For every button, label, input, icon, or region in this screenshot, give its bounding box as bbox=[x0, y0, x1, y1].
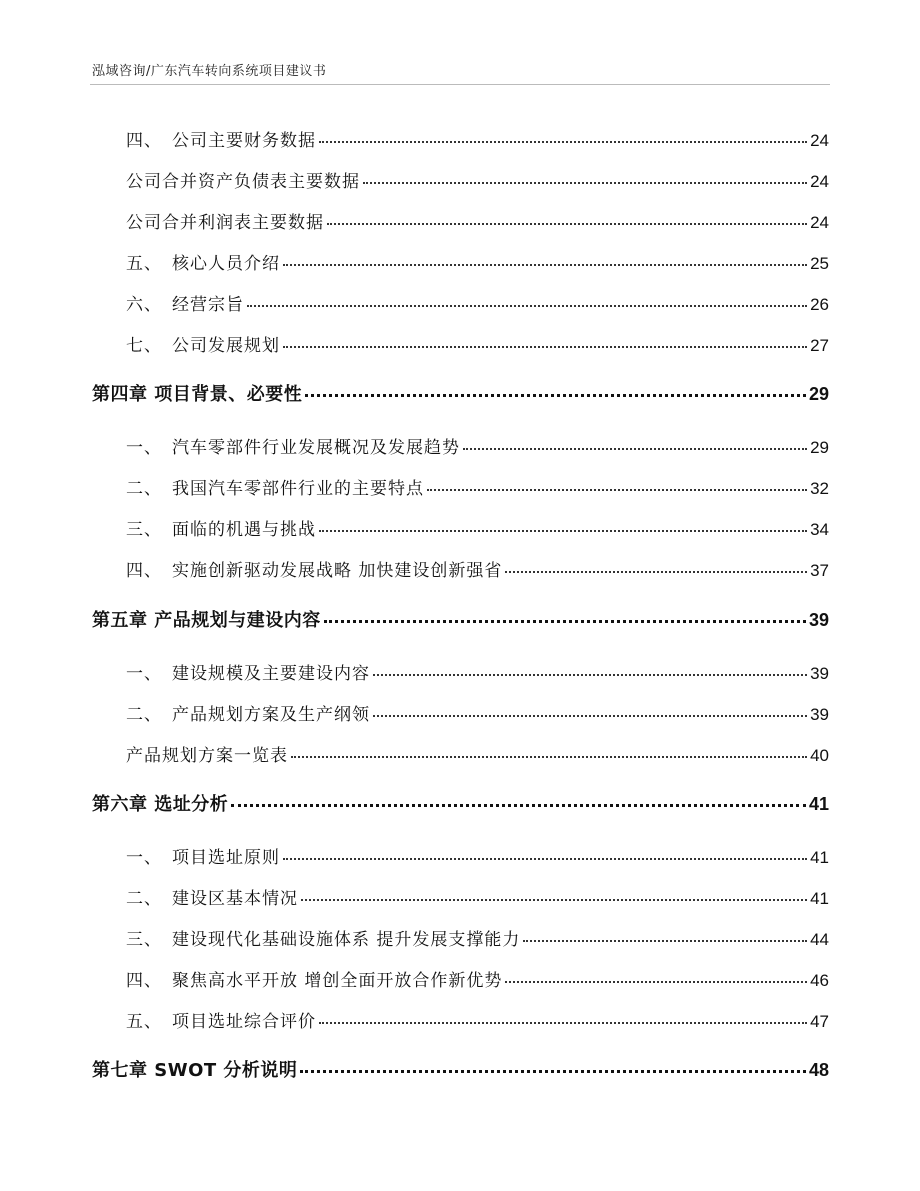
toc-entry-page: 37 bbox=[810, 561, 829, 580]
toc-leader-dots bbox=[291, 756, 807, 758]
toc-entry-number: 五、 bbox=[126, 254, 162, 274]
toc-entry-number: 一、 bbox=[126, 664, 162, 684]
toc-leader-dots bbox=[327, 223, 807, 225]
toc-entry-page: 39 bbox=[808, 610, 829, 630]
toc-section-entry[interactable] bbox=[126, 126, 829, 151]
toc-entry-title: 项目选址原则 bbox=[172, 848, 280, 868]
toc-entry-page: 24 bbox=[810, 213, 829, 232]
toc-section-entry[interactable] bbox=[126, 843, 829, 868]
page-header: 泓域咨询/广东汽车转向系统项目建议书 bbox=[92, 64, 327, 79]
toc-chapter-entry[interactable] bbox=[92, 1056, 829, 1082]
toc-leader-dots bbox=[523, 940, 807, 942]
toc-entry-page: 41 bbox=[808, 794, 829, 814]
toc-section-entry[interactable] bbox=[126, 741, 829, 766]
toc-entry-number: 五、 bbox=[126, 1012, 162, 1032]
toc-entry-page: 24 bbox=[810, 131, 829, 150]
toc-entry-page: 27 bbox=[810, 336, 829, 355]
toc-section-entry[interactable] bbox=[126, 966, 829, 991]
toc-entry-page: 47 bbox=[810, 1012, 829, 1031]
toc-entry-title: 实施创新驱动发展战略 加快建设创新强省 bbox=[172, 561, 503, 581]
toc-entry-title: 第六章 选址分析 bbox=[92, 794, 229, 815]
toc-entry-number: 一、 bbox=[126, 438, 162, 458]
toc-entry-page: 29 bbox=[808, 384, 829, 404]
toc-leader-dots bbox=[373, 674, 807, 676]
toc-entry-title: 建设区基本情况 bbox=[172, 889, 298, 909]
toc-leader-dots bbox=[283, 264, 807, 266]
toc-entry-title: 第五章 产品规划与建设内容 bbox=[92, 610, 321, 631]
toc-entry-title: 公司合并利润表主要数据 bbox=[126, 213, 324, 233]
toc-section-entry[interactable] bbox=[126, 249, 829, 274]
toc-entry-title: 核心人员介绍 bbox=[172, 254, 280, 274]
toc-chapter-entry[interactable] bbox=[92, 606, 829, 632]
toc-entry-title: 公司合并资产负债表主要数据 bbox=[126, 172, 360, 192]
toc-section-entry[interactable] bbox=[126, 433, 829, 458]
toc-entry-number: 二、 bbox=[126, 705, 162, 725]
toc-entry-page: 44 bbox=[810, 930, 829, 949]
toc-leader-dots bbox=[300, 1070, 806, 1073]
toc-entry-title: 第四章 项目背景、必要性 bbox=[92, 384, 303, 405]
toc-leader-dots bbox=[283, 346, 807, 348]
toc-entry-page: 39 bbox=[810, 705, 829, 724]
toc-entry-title: 公司主要财务数据 bbox=[172, 131, 316, 151]
toc-leader-dots bbox=[319, 141, 807, 143]
toc-entry-number: 一、 bbox=[126, 848, 162, 868]
header-rule bbox=[90, 84, 830, 85]
toc-entry-page: 26 bbox=[810, 295, 829, 314]
toc-entry-page: 46 bbox=[810, 971, 829, 990]
toc-entry-title: 产品规划方案及生产纲领 bbox=[172, 705, 370, 725]
toc-leader-dots bbox=[463, 448, 807, 450]
toc-entry-number: 七、 bbox=[126, 336, 162, 356]
toc-entry-page: 25 bbox=[810, 254, 829, 273]
toc-section-entry[interactable] bbox=[126, 884, 829, 909]
toc-chapter-entry[interactable] bbox=[92, 380, 829, 406]
toc-entry-page: 32 bbox=[810, 479, 829, 498]
toc-entry-page: 34 bbox=[810, 520, 829, 539]
toc-leader-dots bbox=[363, 182, 807, 184]
toc-entry-title: 我国汽车零部件行业的主要特点 bbox=[172, 479, 424, 499]
toc-leader-dots bbox=[301, 899, 807, 901]
toc-section-entry[interactable] bbox=[126, 167, 829, 192]
toc-entry-title: 建设现代化基础设施体系 提升发展支撑能力 bbox=[172, 930, 521, 950]
toc-entry-number: 三、 bbox=[126, 520, 162, 540]
toc-section-entry[interactable] bbox=[126, 1007, 829, 1032]
toc-entry-page: 39 bbox=[810, 664, 829, 683]
toc-chapter-entry[interactable] bbox=[92, 790, 829, 816]
toc-section-entry[interactable] bbox=[126, 208, 829, 233]
toc-leader-dots bbox=[324, 620, 806, 623]
toc-entry-number: 三、 bbox=[126, 930, 162, 950]
toc-entry-number: 四、 bbox=[126, 971, 162, 991]
toc-entry-title: 聚焦高水平开放 增创全面开放合作新优势 bbox=[172, 971, 503, 991]
toc-entry-page: 24 bbox=[810, 172, 829, 191]
toc-entry-number: 四、 bbox=[126, 561, 162, 581]
toc-entry-page: 41 bbox=[810, 848, 829, 867]
toc-entry-title: 公司发展规划 bbox=[172, 336, 280, 356]
toc-leader-dots bbox=[305, 394, 806, 397]
toc-section-entry[interactable] bbox=[126, 331, 829, 356]
toc-leader-dots bbox=[319, 530, 807, 532]
toc-entry-page: 41 bbox=[810, 889, 829, 908]
toc-leader-dots bbox=[427, 489, 807, 491]
toc-section-entry[interactable] bbox=[126, 515, 829, 540]
toc-entry-title: 项目选址综合评价 bbox=[172, 1012, 316, 1032]
toc-entry-number: 二、 bbox=[126, 889, 162, 909]
toc-leader-dots bbox=[373, 715, 807, 717]
toc-section-entry[interactable] bbox=[126, 290, 829, 315]
toc-section-entry[interactable] bbox=[126, 556, 829, 581]
toc-section-entry[interactable] bbox=[126, 925, 829, 950]
toc-section-entry[interactable] bbox=[126, 474, 829, 499]
toc-entry-number: 四、 bbox=[126, 131, 162, 151]
toc-entry-title: 经营宗旨 bbox=[172, 295, 244, 315]
toc-leader-dots bbox=[283, 858, 807, 860]
toc-entry-page: 40 bbox=[810, 746, 829, 765]
toc-leader-dots bbox=[505, 981, 807, 983]
toc-section-entry[interactable] bbox=[126, 659, 829, 684]
toc-entry-number: 二、 bbox=[126, 479, 162, 499]
toc-leader-dots bbox=[231, 804, 806, 807]
toc-entry-title: 面临的机遇与挑战 bbox=[172, 520, 316, 540]
toc-entry-number: 六、 bbox=[126, 295, 162, 315]
toc-entry-title: 汽车零部件行业发展概况及发展趋势 bbox=[172, 438, 460, 458]
toc-entry-page: 48 bbox=[808, 1060, 829, 1080]
toc-entry-page: 29 bbox=[810, 438, 829, 457]
toc-section-entry[interactable] bbox=[126, 700, 829, 725]
toc-leader-dots bbox=[247, 305, 807, 307]
toc-entry-title: 第七章 SWOT 分析说明 bbox=[92, 1060, 298, 1081]
toc-entry-title: 建设规模及主要建设内容 bbox=[172, 664, 370, 684]
toc-leader-dots bbox=[319, 1022, 807, 1024]
toc-entry-title: 产品规划方案一览表 bbox=[126, 746, 288, 766]
toc-leader-dots bbox=[505, 571, 807, 573]
